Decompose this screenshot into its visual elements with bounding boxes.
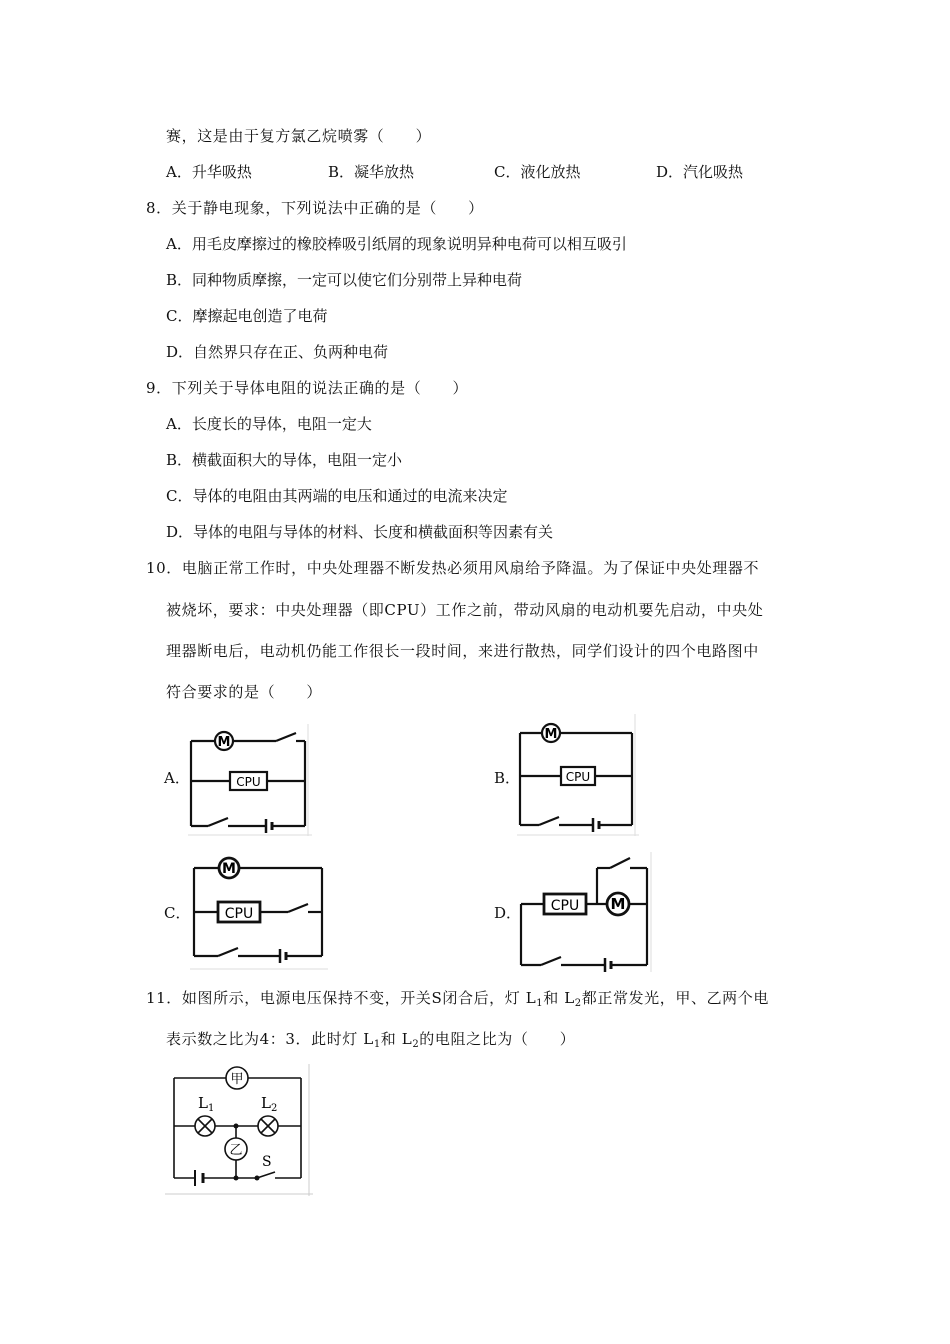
q11-stem-line-2: 表示数之比为4：3．此时灯 $L_1$和 $L_2$的电阻之比为（ ） [166,1030,576,1050]
q8-option-c[interactable]: C．摩擦起电创造了电荷 [166,307,328,325]
q10-stem-line-1: 10．电脑正常工作时，中央处理器不断发热必须用风扇给予降温。为了保证中央处理器不 [146,559,760,577]
q10-stem-line-2: 被烧坏，要求：中央处理器（即CPU）工作之前，带动风扇的电动机要先启动，中央处 [166,601,764,619]
q10-c-cpu-label: CPU [224,906,254,922]
q10-a-cpu-label: CPU [236,775,261,789]
q11-lamp-1-label: $L_1$ [198,1094,215,1114]
q10-circuit-c[interactable] [190,852,328,970]
q11-stem-line-1: 11．如图所示，电源电压保持不变，开关S闭合后，灯 $L_1$和 $L_2$都正常发光，甲、乙两个电 [146,989,769,1009]
q10-b-motor-label: M [544,727,558,742]
q9-option-b[interactable]: B．横截面积大的导体，电阻一定小 [166,451,403,469]
q8-stem: 8．关于静电现象，下列说法中正确的是（ ） [146,199,484,217]
q8-option-d[interactable]: D．自然界只存在正、负两种电荷 [166,343,389,361]
q7-option-a[interactable]: A．升华吸热 [166,163,252,181]
q7-option-b[interactable]: B．凝华放热 [328,163,415,181]
q10-b-cpu-label: CPU [565,770,591,784]
q10-d-motor-label: M [610,895,626,913]
q10-c-motor-label: M [222,861,236,877]
q7-stem-continued: 赛，这是由于复方氯乙烷喷雾（ ） [166,127,432,145]
q11-lamp-2-label: $L_2$ [261,1094,278,1114]
q11-meter-jia: 甲 [230,1072,244,1087]
q10-option-d-letter[interactable]: D． [494,904,522,922]
q11-switch-label: S [262,1154,272,1170]
q9-stem: 9．下列关于导体电阻的说法正确的是（ ） [146,379,469,397]
q8-option-a[interactable]: A．用毛皮摩擦过的橡胶棒吸引纸屑的现象说明异种电荷可以相互吸引 [166,235,627,253]
q10-circuit-b[interactable] [517,714,639,836]
q7-option-c[interactable]: C．液化放热 [494,163,581,181]
q10-option-c-letter[interactable]: C． [164,904,191,922]
q10-option-a-letter[interactable]: A． [164,769,190,787]
q9-option-c[interactable]: C．导体的电阻由其两端的电压和通过的电流来决定 [166,487,508,505]
q10-a-motor-label: M [217,735,231,750]
q10-d-cpu-label: CPU [550,898,580,914]
q10-stem-line-3: 理器断电后，电动机仍能工作很长一段时间，来进行散热，同学们设计的四个电路图中 [166,642,759,660]
q8-option-b[interactable]: B．同种物质摩擦，一定可以使它们分别带上异种电荷 [166,271,523,289]
q9-option-d[interactable]: D．导体的电阻与导体的材料、长度和横截面积等因素有关 [166,523,554,541]
q11-circuit [165,1064,313,1196]
q11-meter-yi: 乙 [229,1143,243,1158]
q9-option-a[interactable]: A．长度长的导体，电阻一定大 [166,415,372,433]
q10-circuit-a[interactable] [188,724,312,836]
q10-stem-line-4: 符合要求的是（ ） [166,683,323,701]
q10-option-b-letter[interactable]: B． [494,769,521,787]
q10-circuit-d[interactable] [517,852,655,972]
q7-option-d[interactable]: D．汽化吸热 [656,163,744,181]
